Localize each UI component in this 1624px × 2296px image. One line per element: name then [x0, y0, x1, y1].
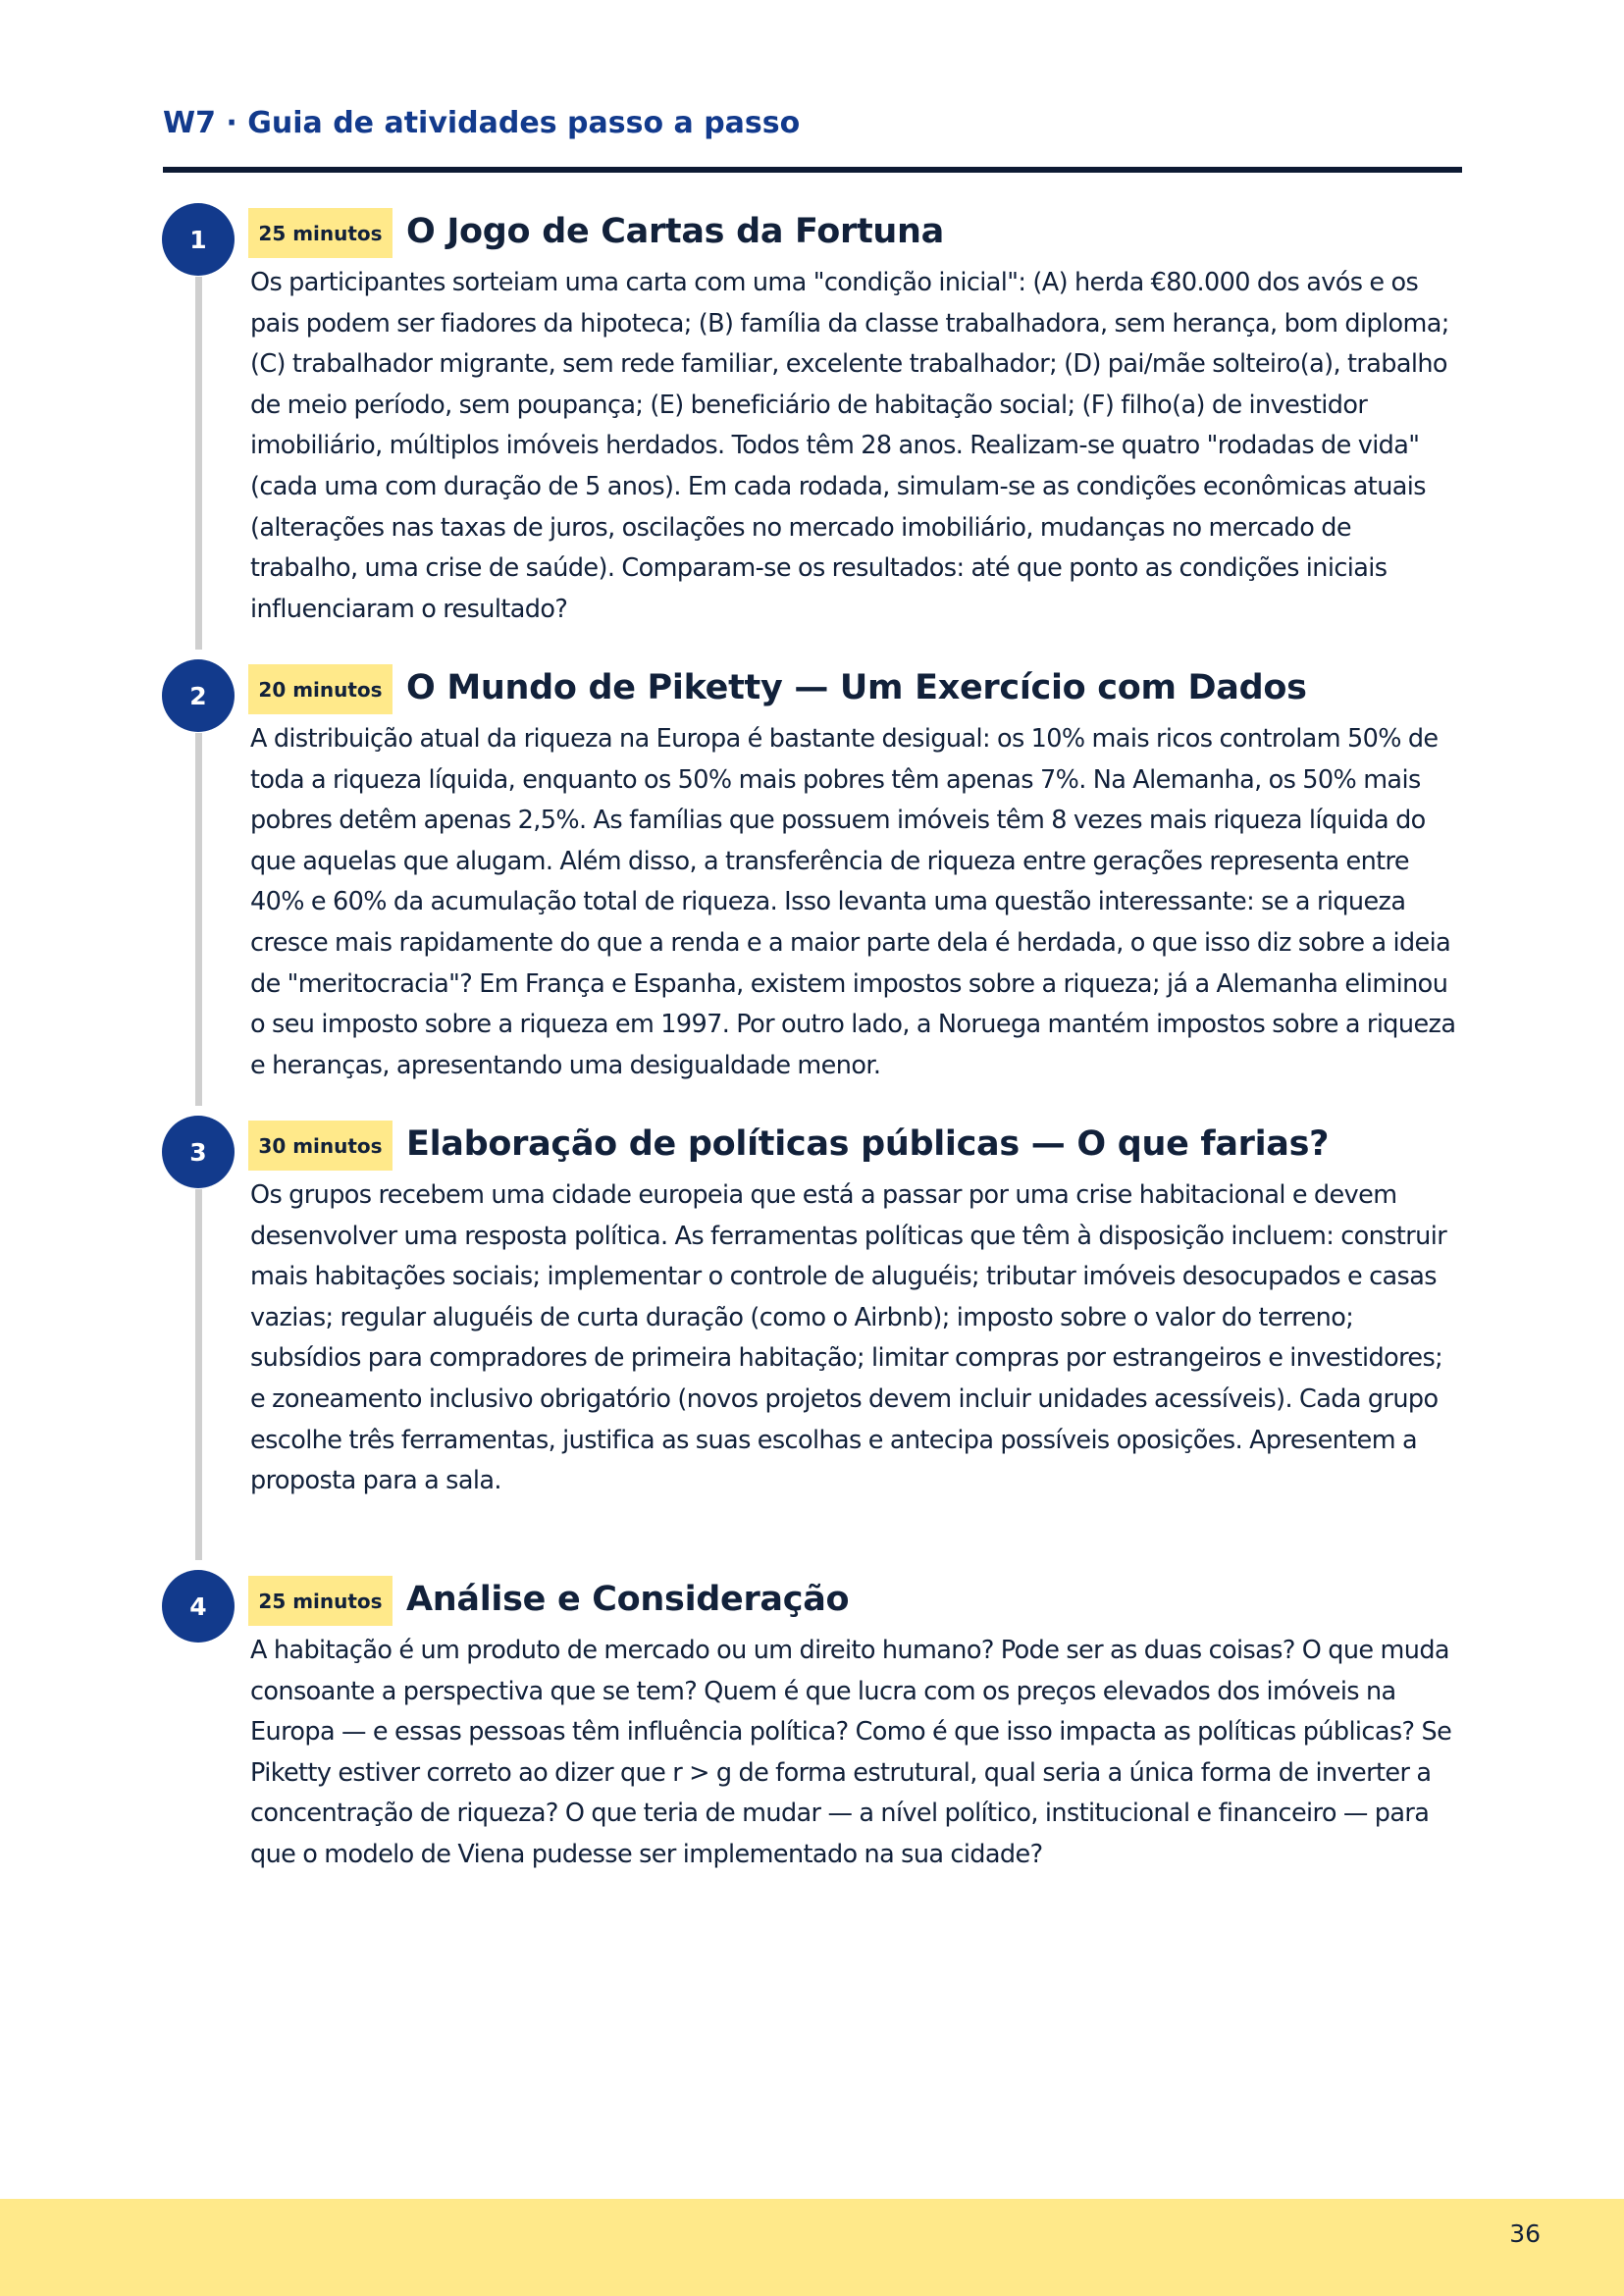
duration-badge: 20 minutos	[248, 664, 393, 714]
step-description: Os grupos recebem uma cidade europeia que está a passar por uma crise habitacional e devem desenvolver uma resposta política. As ferramentas políticas que têm à disposição incluem: construir mais habitações sociais; implementar o controle de aluguéis; tributar imóveis desocupados e casas vazias; regular aluguéis de curta duração (como o Airbnb); imposto sobre o valor do terreno; subsídios para compradores de primeira habitação; limitar compras por estrangeiros e investidores; e zoneamento inclusivo obrigatório (novos projetos devem incluir unidades acessíveis). Cada grupo escolhe três ferramentas, justifica as suas escolhas e antecipa possíveis oposições. Apresentem a proposta para a sala.	[250, 1180, 1447, 1496]
step-title: Elaboração de políticas públicas — O que farias?	[406, 1124, 1330, 1164]
duration-badge: 25 minutos	[248, 1576, 393, 1626]
step-title: O Mundo de Piketty — Um Exercício com Dados	[406, 668, 1307, 707]
header-divider	[163, 167, 1462, 173]
step-description: Os participantes sorteiam uma carta com uma "condição inicial": (A) herda €80.000 dos avós e os pais podem ser fiadores da hipoteca; (B) família da classe trabalhadora, sem herança, bom diploma; (C) trabalhador migrante, sem rede familiar, excelente trabalhador; (D) pai/mãe solteiro(a), trabalho de meio período, sem poupança; (E) beneficiário de habitação social; (F) filho(a) de investidor imobiliário, múltiplos imóveis herdados. Todos têm 28 anos. Realizam-se quatro "rodadas de vida" (cada uma com duração de 5 anos). Em cada rodada, simulam-se as condições econômicas atuais (alterações nas taxas de juros, oscilações no mercado imobiliário, mudanças no mercado de trabalho, uma crise de saúde). Comparam-se os resultados: até que ponto as condições iniciais influenciaram o resultado?	[250, 268, 1449, 624]
step-description: A distribuição atual da riqueza na Europa é bastante desigual: os 10% mais ricos controlam 50% de toda a riqueza líquida, enquanto os 50% mais pobres têm apenas 7%. Na Alemanha, os 50% mais pobres detêm apenas 2,5%. As famílias que possuem imóveis têm 8 vezes mais riqueza líquida do que aquelas que alugam. Além disso, a transferência de riqueza entre gerações representa entre 40% e 60% da acumulação total de riqueza. Isso levanta uma questão interessante: se a riqueza cresce mais rapidamente do que a renda e a maior parte dela é herdada, o que isso diz sobre a ideia de "meritocracia"? Em França e Espanha, existem impostos sobre a riqueza; já a Alemanha eliminou o seu imposto sobre a riqueza em 1997. Por outro lado, a Noruega mantém impostos sobre a riqueza e heranças, apresentando uma desigualdade menor.	[250, 724, 1456, 1080]
step-description: A habitação é um produto de mercado ou um direito humano? Pode ser as duas coisas? O que muda consoante a perspectiva que se tem? Quem é que lucra com os preços elevados dos imóveis na Europa — e essas pessoas têm influência política? Como é que isso impacta as políticas públicas? Se Piketty estiver correto ao dizer que r > g de forma estrutural, qual seria a única forma de inverter a concentração de riqueza? O que teria de mudar — a nível político, institucional e financeiro — para que o modelo de Viena pudesse ser implementado na sua cidade?	[250, 1636, 1452, 1869]
step-number-badge: 4	[162, 1570, 235, 1643]
step-title: Análise e Consideração	[406, 1580, 850, 1619]
step-number-badge: 1	[162, 203, 235, 276]
header-title: W7 · Guia de atividades passo a passo	[163, 106, 801, 140]
step-number-badge: 2	[162, 659, 235, 732]
step-title: O Jogo de Cartas da Fortuna	[406, 212, 944, 251]
timeline-connector-1	[195, 277, 202, 650]
duration-badge: 25 minutos	[248, 208, 393, 258]
page-number: 36	[1509, 2219, 1541, 2248]
footer-band	[0, 2199, 1624, 2296]
step-number-badge: 3	[162, 1116, 235, 1188]
duration-badge: 30 minutos	[248, 1121, 393, 1171]
timeline-connector-2	[195, 733, 202, 1106]
timeline-connector-3	[195, 1189, 202, 1560]
